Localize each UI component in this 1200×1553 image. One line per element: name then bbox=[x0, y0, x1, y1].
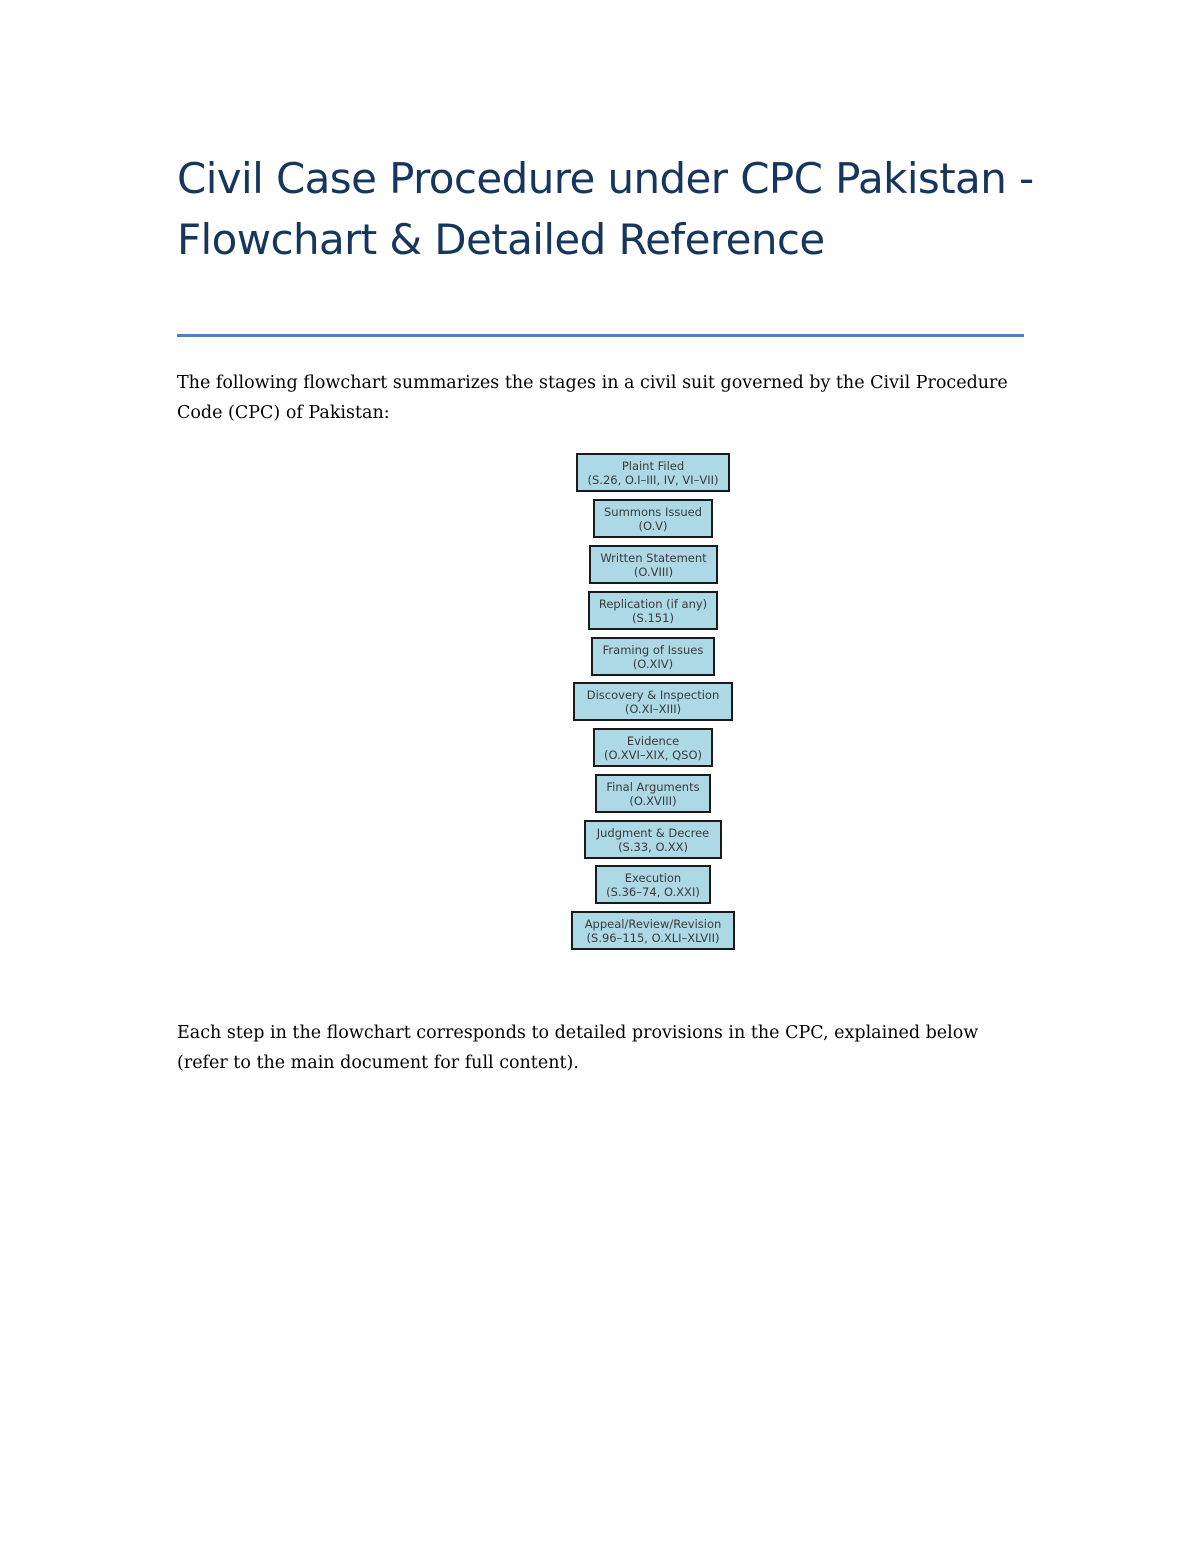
flowchart-step-final-arguments bbox=[595, 774, 711, 813]
flowchart-step-framing-of-issues bbox=[591, 637, 715, 676]
step-reference: (S.26, O.I–III, IV, VI–VII) bbox=[587, 472, 719, 487]
step-reference: (O.VIII) bbox=[633, 564, 674, 579]
step-name: Written Statement bbox=[600, 550, 707, 565]
flowchart-step-summons-issued bbox=[593, 499, 713, 538]
step-reference: (S.151) bbox=[632, 610, 674, 625]
flowchart-step-appeal-review-revision bbox=[571, 911, 735, 950]
step-name: Discovery & Inspection bbox=[586, 687, 720, 702]
flowchart-step-replication bbox=[588, 591, 718, 630]
step-name: Evidence bbox=[626, 733, 680, 748]
step-name: Final Arguments bbox=[606, 779, 700, 794]
step-name: Execution bbox=[624, 870, 682, 885]
step-reference: (O.XIV) bbox=[632, 656, 674, 671]
step-name: Plaint Filed bbox=[621, 458, 685, 473]
step-reference: (S.96–115, O.XLI–XLVII) bbox=[586, 930, 720, 945]
flowchart-step-evidence bbox=[593, 728, 713, 767]
outro-paragraph: Each step in the flowchart corresponds to detailed provisions in the CPC, explained below (refer to the main document for full content). bbox=[177, 1023, 979, 1073]
step-reference: (O.XVIII) bbox=[629, 793, 677, 808]
step-reference: (S.33, O.XX) bbox=[618, 839, 688, 854]
step-reference: (O.XVI–XIX, QSO) bbox=[604, 747, 702, 762]
flowchart-step-discovery-inspection bbox=[573, 682, 733, 721]
step-name: Summons Issued bbox=[603, 504, 702, 519]
title-underline bbox=[177, 334, 1024, 337]
step-name: Appeal/Review/Revision bbox=[584, 916, 722, 931]
step-reference: (O.V) bbox=[638, 518, 668, 533]
flowchart-step-execution bbox=[595, 865, 711, 904]
page-title: Civil Case Procedure under CPC Pakistan - Flowchart & Detailed Reference bbox=[177, 154, 1034, 264]
step-reference: (O.XI–XIII) bbox=[624, 701, 682, 716]
flowchart-step-written-statement bbox=[589, 545, 718, 584]
flowchart-step-judgment-decree bbox=[584, 820, 722, 859]
procedure-flowchart bbox=[560, 450, 746, 955]
step-reference: (S.36–74, O.XXI) bbox=[606, 884, 700, 899]
step-name: Judgment & Decree bbox=[596, 825, 710, 840]
flowchart-step-plaint-filed bbox=[576, 453, 730, 492]
step-name: Replication (if any) bbox=[598, 596, 708, 611]
step-name: Framing of Issues bbox=[602, 642, 704, 657]
intro-paragraph: The following flowchart summarizes the stages in a civil suit governed by the Civil Procedure Code (CPC) of Pakistan: bbox=[177, 373, 1008, 423]
